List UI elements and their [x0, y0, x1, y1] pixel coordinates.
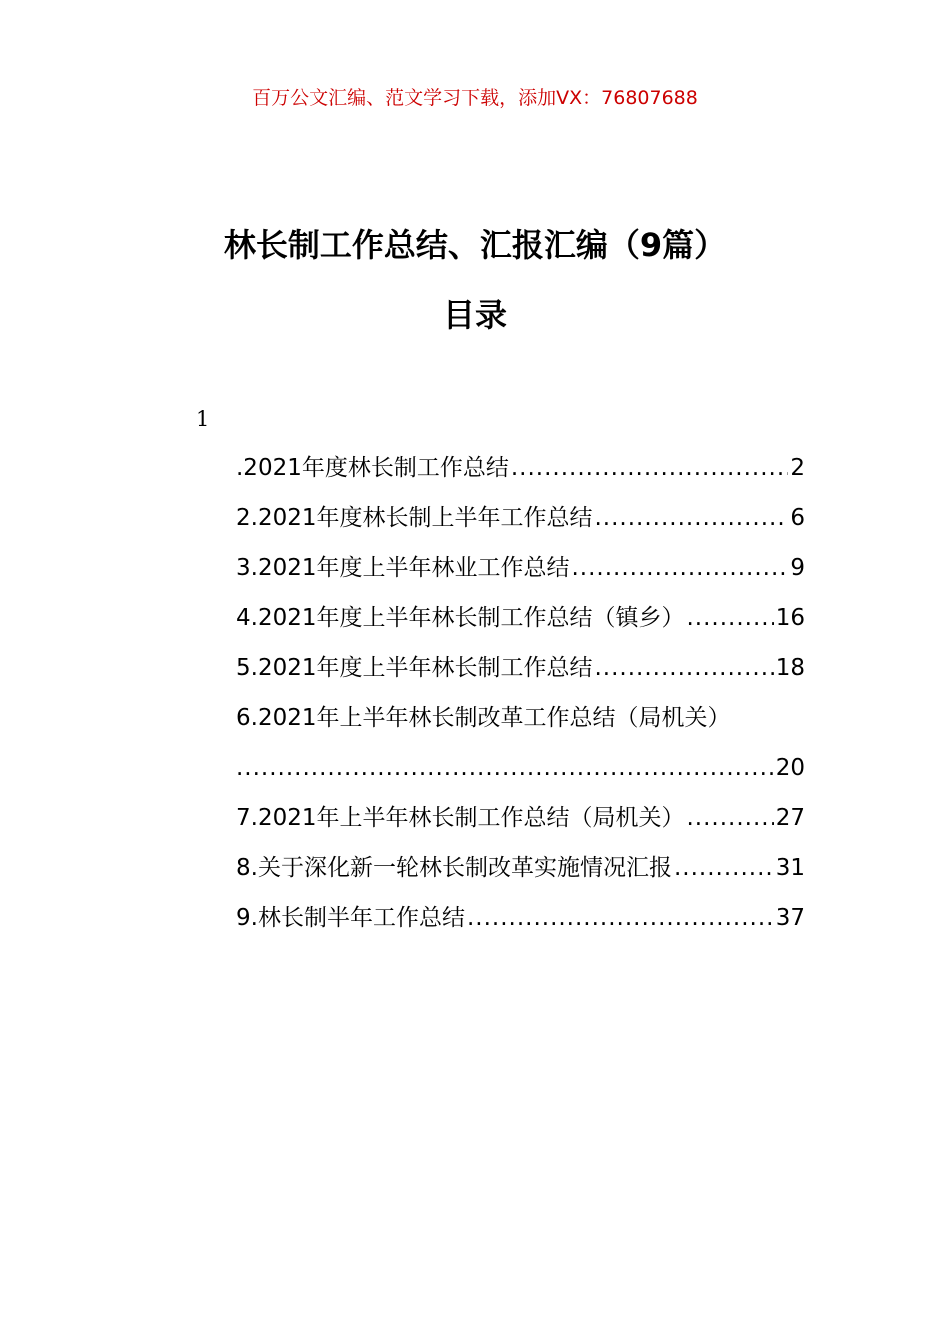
toc-heading: 目录 — [442, 296, 507, 334]
toc-leader-dots — [467, 896, 774, 940]
toc-entry-label: 3.2021年度上半年林业工作总结 — [236, 555, 570, 581]
toc-entry-label: 8.关于深化新一轮林长制改革实施情况汇报 — [236, 855, 672, 881]
toc-leader-dots — [674, 846, 774, 890]
toc-entry-label: 5.2021年度上半年林长制工作总结 — [236, 655, 593, 681]
toc-entry[interactable] — [236, 696, 805, 746]
toc-entry-page: 18 — [775, 655, 805, 681]
toc-entry-continuation[interactable] — [236, 746, 805, 796]
toc-list — [236, 446, 805, 946]
toc-leader-dots — [236, 746, 774, 790]
toc-entry[interactable] — [236, 496, 805, 546]
toc-entry[interactable] — [236, 546, 805, 596]
toc-entry-label: 2.2021年度林长制上半年工作总结 — [236, 505, 593, 531]
toc-leader-dots — [594, 646, 773, 690]
toc-entry[interactable] — [236, 896, 805, 946]
toc-entry-page: 2 — [790, 455, 805, 481]
toc-first-number: 1 — [196, 407, 210, 431]
toc-entry[interactable] — [236, 446, 805, 496]
toc-entry-label: 6.2021年上半年林长制改革工作总结（局机关） — [236, 705, 731, 731]
toc-entry-page: 6 — [790, 505, 805, 531]
header-note: 百万公文汇编、范文学习下载，添加VX：76807688 — [252, 87, 698, 109]
toc-leader-dots — [686, 596, 773, 640]
toc-leader-dots — [571, 546, 788, 590]
toc-entry[interactable] — [236, 646, 805, 696]
toc-entry[interactable] — [236, 796, 805, 846]
document-title: 林长制工作总结、汇报汇编（9篇） — [223, 226, 727, 264]
toc-leader-dots — [511, 446, 789, 490]
toc-entry-page: 27 — [775, 805, 805, 831]
toc-entry[interactable] — [236, 596, 805, 646]
toc-entry-label: 7.2021年上半年林长制工作总结（局机关） — [236, 805, 685, 831]
toc-entry-page: 20 — [775, 755, 805, 781]
toc-entry-page: 16 — [775, 605, 805, 631]
toc-entry[interactable] — [236, 846, 805, 896]
toc-entry-label: .2021年度林长制工作总结 — [236, 455, 509, 481]
toc-entry-page: 31 — [775, 855, 805, 881]
toc-leader-dots — [686, 796, 773, 840]
toc-entry-label: 4.2021年度上半年林长制工作总结（镇乡） — [236, 605, 685, 631]
toc-entry-page: 9 — [790, 555, 805, 581]
toc-leader-dots — [594, 496, 788, 540]
toc-entry-label: 9.林长制半年工作总结 — [236, 905, 465, 931]
toc-entry-page: 37 — [775, 905, 805, 931]
